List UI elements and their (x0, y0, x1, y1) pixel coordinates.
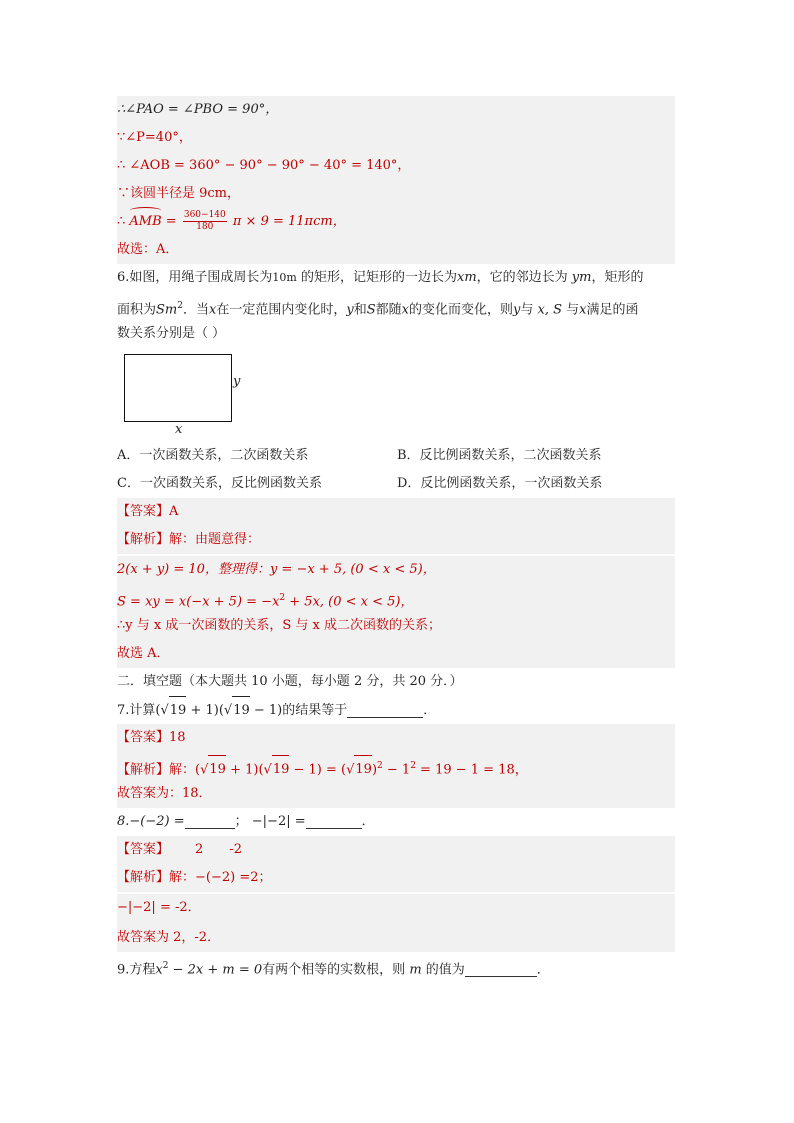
q6-s2k: 的变化而变化，则 (409, 302, 514, 318)
q6-s2m: 与 (520, 302, 538, 318)
q7-answer (117, 724, 675, 752)
q6-s2h: S (366, 302, 376, 318)
q7-sb: + 1)( (186, 703, 224, 718)
q7-sol-b: + 1)( (225, 762, 264, 778)
q6-s2f: y (346, 302, 354, 318)
q6-s1f: ym (571, 270, 592, 285)
answer-value: 18 (169, 730, 186, 745)
q6-s2e: 在一定范围内变化时， (216, 302, 347, 318)
q5-l5-prefix: ∴ (117, 214, 130, 229)
q9-end: ． (536, 962, 550, 978)
q5-l3-text: ∴ ∠AOB = 360° − 90° − 90° − 40° = 140°， (117, 158, 411, 173)
rectangle-label-y: y (233, 374, 241, 389)
q7-sol-c: − 1) = ( (289, 762, 347, 778)
q6-s2a: 面积为 (117, 302, 157, 318)
q5-l6-text: 故选：A． (117, 242, 179, 257)
analysis-tag: 【解析】 (117, 532, 170, 547)
q6-s1b: 10m (272, 271, 297, 284)
answer-blank[interactable] (347, 703, 423, 718)
q9-sa: 9.方程 (117, 962, 156, 978)
q6-s2n: x, S (537, 302, 563, 318)
q7-end: ． (423, 703, 437, 718)
q5-l5-eq: = (161, 214, 181, 229)
option-a: A．一次函数关系，二次函数关系 (117, 448, 309, 463)
q5-solution-line-5 (117, 208, 675, 236)
rectangle-label-x: x (175, 422, 183, 437)
q6-sol3: ∴y 与 x 成一次函数的关系，S 与 x 成二次函数的关系； (117, 618, 441, 633)
q6-sol1: 2(x + y) = 10，整理得：y = −x + 5, (0 < x < 5)， (117, 562, 436, 577)
q7-sol-e: − 1 (382, 762, 411, 778)
q7-final-text: 故答案为：18． (117, 786, 212, 801)
q9-sb: x (155, 962, 163, 978)
answer-blank[interactable] (306, 814, 362, 829)
answer-blank[interactable] (465, 962, 537, 977)
answer-value-2: -2 (229, 842, 242, 857)
q6-s2j: x (401, 302, 409, 318)
q8-sa: 8.−(−2) = (117, 814, 185, 829)
q8-end: ． (361, 814, 375, 829)
q7-sol-radicand-3: 19 (354, 755, 372, 784)
q6-s2sup: 2 (177, 301, 183, 311)
q6-s1a: 6.如图，用绳子围成周长为 (117, 270, 273, 285)
q7-sc: − 1)的结果等于 (249, 703, 348, 718)
document-page (117, 96, 675, 980)
q5-solution-line-2 (117, 124, 675, 152)
answer-blank[interactable] (185, 814, 235, 829)
q9-sf: 的值为 (421, 962, 465, 978)
q8-sol2: −|−2| = -2． (117, 900, 201, 915)
option-c: C．一次函数关系，反比例函数关系 (117, 476, 322, 491)
q8-analysis (117, 864, 675, 892)
analysis-tag: 【解析】 (117, 870, 170, 885)
q6-analysis (117, 526, 675, 554)
q7-sol-a: 解：( (169, 762, 201, 778)
analysis-tag: 【解析】 (117, 762, 170, 778)
q5-l1-text: ∴∠PAO = ∠PBO = 90°， (117, 102, 279, 117)
q8-answer (117, 836, 675, 864)
section-title: 二．填空题（本大题共 10 小题，每小题 2 分，共 20 分．） (117, 674, 463, 689)
q7-analysis: 【解析】解：$(√19 + 1)(√19 - 1) = (√19)^2 - 1^2 = 19 - 1 = 18$， (117, 752, 675, 780)
q8-solution-line-2 (117, 894, 675, 924)
q7-sol-d: ) (371, 762, 378, 778)
answer-tag: 【答案】 (117, 842, 170, 857)
q7-sol-radicand-2: 19 (272, 755, 290, 784)
answer-value-1: 2 (195, 842, 204, 857)
q8-final (117, 924, 675, 952)
q6-s2b: Sm (156, 302, 178, 318)
q6-s1d: xm (456, 270, 477, 285)
q6-solution-line-1 (117, 556, 675, 584)
q6-s1g: ，矩形的 (591, 270, 644, 285)
q5-l2-text: ∵∠P=40°， (117, 130, 192, 145)
q7-sol-radicand-1: 19 (208, 755, 226, 784)
q6-answer (117, 498, 675, 526)
q6-s2g: 和 (353, 302, 367, 318)
q5-l5-rest: π × 9 = 11πcm， (228, 214, 346, 229)
q5-solution-line-3 (117, 152, 675, 180)
answer-tag: 【答案】 (117, 504, 170, 519)
fraction-denominator: 180 (196, 222, 214, 232)
q6-stem-line-3 (117, 320, 675, 348)
rectangle-shape (124, 354, 232, 422)
fraction-numerator: 360−140 (183, 210, 226, 220)
q6-solution-line-4 (117, 640, 675, 668)
q6-s1c: 的矩形，记矩形的一边长为 (296, 270, 457, 285)
q5-l4-text: ∵该圆半径是 9cm， (117, 186, 241, 201)
fraction (183, 210, 227, 233)
q6-sol2sup: 2 (279, 593, 286, 603)
arc-amb: AMB (129, 208, 161, 236)
answer-value: A (169, 504, 179, 519)
q6-s2l: y (513, 302, 521, 318)
rectangle-figure (117, 348, 675, 442)
q6-s2q: 满足的函 (586, 302, 639, 318)
q6-stem-line-2 (117, 292, 675, 320)
q6-s2c: ．当 (182, 302, 209, 318)
q6-stem-line-1 (117, 264, 675, 292)
analysis-intro: 解：由题意得： (169, 532, 261, 547)
q8-sb: ； −|−2| = (234, 814, 306, 829)
option-b: B．反比例函数关系，二次函数关系 (397, 448, 602, 463)
q5-solution-line-4 (117, 180, 675, 208)
q7-stem: 7.计算(√19 + 1)(√19 − 1)的结果等于 ． (117, 696, 675, 724)
q7-sol-f: = 19 − 1 = 18， (415, 762, 528, 778)
q6-sol2b: + 5x, (0 < x < 5)， (285, 594, 414, 610)
q7-final (117, 780, 675, 808)
option-d: D．反比例函数关系，一次函数关系 (397, 476, 603, 491)
q7-radicand-2: 19 (232, 696, 250, 725)
q6-solution-line-2 (117, 584, 675, 612)
q7-sa: 7.计算( (117, 703, 161, 718)
q8-final-text: 故答案为 2，-2． (117, 930, 221, 945)
q6-sol4: 故选 A． (117, 646, 170, 661)
q6-s3: 数关系分别是（ ） (117, 326, 226, 341)
q6-solution-line-3 (117, 612, 675, 640)
q7-sol-sup2: 2 (410, 761, 416, 771)
q9-sd: 有两个相等的实数根，则 (262, 962, 410, 978)
q9-stem (117, 952, 675, 980)
q9-se: m (409, 962, 422, 978)
q6-s2i: 都随 (375, 302, 402, 318)
section-heading (117, 668, 675, 696)
q8-sol1: 解：−(−2) =2； (169, 870, 272, 885)
q6-s2o: 与 (562, 302, 580, 318)
q5-solution-line-6 (117, 236, 675, 264)
q7-radicand-1: 19 (169, 696, 187, 725)
q8-stem (117, 808, 675, 836)
q6-options-row-1 (117, 442, 675, 470)
q7-sol-sup1: 2 (377, 761, 383, 771)
q6-s2d: x (209, 302, 217, 318)
q6-options-row-2 (117, 470, 675, 498)
q6-s1e: ，它的邻边长为 (476, 270, 572, 285)
answer-tag: 【答案】 (117, 730, 170, 745)
q6-s2p: x (579, 302, 587, 318)
q9-sc: − 2x + m = 0 (168, 962, 263, 978)
q9-sup: 2 (162, 961, 169, 971)
q6-sol2a: S = xy = x(−x + 5) = −x (117, 594, 280, 610)
q5-solution-line-1 (117, 96, 675, 124)
